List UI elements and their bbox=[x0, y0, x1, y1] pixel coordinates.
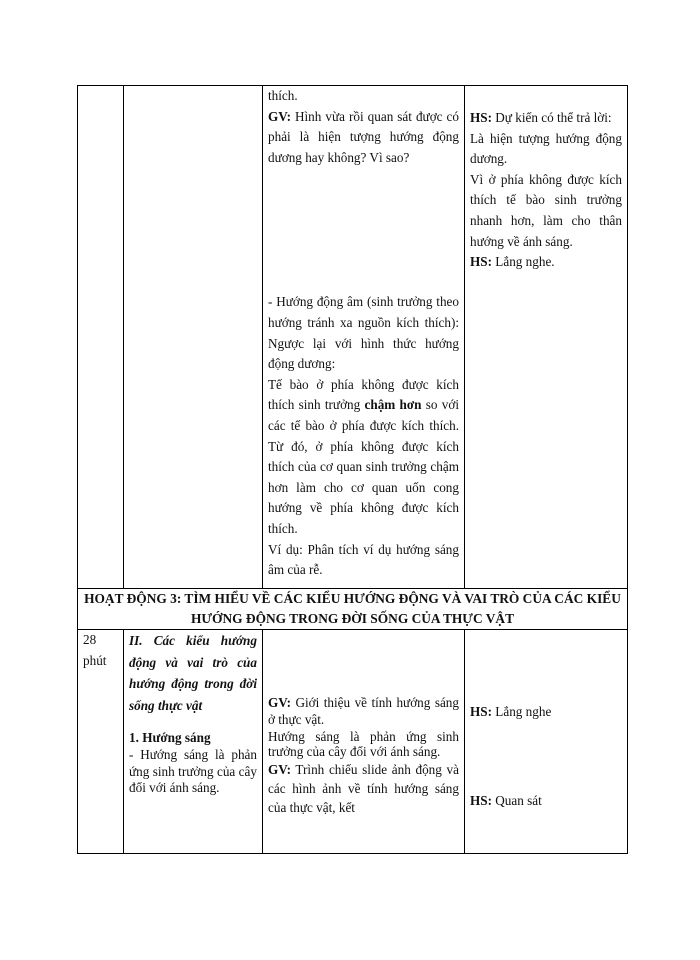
negative-tropism-intro: - Hướng động âm (sinh trưởng theo hướng tránh xa nguồn kích thích): Ngược lại với hình thức hướng động dương: bbox=[268, 294, 459, 372]
gv-text: Giới thiệu về tính hướng sáng ở thực vật. bbox=[268, 695, 459, 727]
time-cell: 28 phút bbox=[78, 630, 124, 854]
student-listen bbox=[470, 702, 622, 723]
student-answer bbox=[470, 108, 622, 129]
hs-text: Quan sát bbox=[495, 792, 542, 808]
gv-label: GV: bbox=[268, 108, 291, 124]
student-observe bbox=[470, 791, 622, 812]
student-answer-line: Là hiện tượng hướng động dương. bbox=[470, 130, 622, 167]
content-cell bbox=[124, 630, 263, 854]
hs-label: HS: bbox=[470, 792, 492, 808]
student-activity-cell bbox=[465, 86, 628, 589]
student-listen bbox=[470, 252, 622, 273]
definition-text: Hướng sáng là phản ứng sinh trưởng của cây đối với ánh sáng. bbox=[268, 729, 459, 759]
section-title: II. Các kiểu hướng động và vai trò của hướng động trong đời sống thực vật bbox=[129, 633, 257, 713]
example-text: Ví dụ: Phân tích ví dụ hướng sáng âm của rễ. bbox=[268, 541, 459, 578]
subsection-title: 1. Hướng sáng bbox=[129, 730, 211, 745]
teacher-activity-cell bbox=[263, 630, 465, 854]
negative-tropism-explanation bbox=[268, 375, 459, 540]
explanation-part-1: Tế bào ở phía không được kích thích sinh trưởng bbox=[268, 376, 459, 413]
gv-label: GV: bbox=[268, 695, 291, 710]
time-cell bbox=[78, 86, 124, 589]
student-answer-line: Vì ở phía không được kích thích tế bào sinh trưởng nhanh hơn, làm cho thân hướng về ánh sáng. bbox=[470, 171, 622, 249]
teacher-slides bbox=[268, 760, 459, 817]
continued-text: thích. bbox=[268, 88, 298, 103]
hs-text: Dự kiến có thể trả lời: bbox=[495, 110, 612, 125]
teacher-activity-cell bbox=[263, 86, 465, 589]
hs-label: HS: bbox=[470, 110, 492, 125]
explanation-part-2: so với các tế bào ở phía được kích thích. Từ đó, ở phía không được kích thích của cơ quan sinh trưởng chậm hơn làm cho cơ quan uốn cong hướng về phía không được kích thích. bbox=[268, 397, 459, 536]
explanation-bold: chậm hơn bbox=[364, 397, 422, 413]
activity-heading: HOẠT ĐỘNG 3: TÌM HIỂU VỀ CÁC KIỂU HƯỚNG ĐỘNG VÀ VAI TRÒ CỦA CÁC KIỂU HƯỚNG ĐỘNG TRONG ĐỜI SỐNG CỦA THỰC VẬT bbox=[78, 589, 628, 630]
table-row bbox=[78, 86, 628, 589]
teacher-question bbox=[268, 107, 459, 169]
hs-label: HS: bbox=[470, 704, 492, 719]
content-cell bbox=[124, 86, 263, 589]
student-activity-cell bbox=[465, 630, 628, 854]
table-row bbox=[78, 589, 628, 630]
lesson-plan-table bbox=[77, 85, 628, 854]
table-row bbox=[78, 630, 628, 854]
hs-text: Lắng nghe. bbox=[495, 254, 555, 270]
gv-text: Hình vừa rồi quan sát được có phải là hiện tượng hướng động dương hay không? Vì sao? bbox=[268, 108, 459, 165]
subsection-text: - Hướng sáng là phản ứng sinh trưởng của cây đối với ánh sáng. bbox=[129, 747, 257, 795]
gv-text: Trình chiếu slide ảnh động và các hình ảnh về tính hướng sáng của thực vật, kết bbox=[268, 762, 459, 815]
hs-text: Lắng nghe bbox=[495, 704, 552, 719]
hs-label: HS: bbox=[470, 254, 492, 270]
teacher-intro bbox=[268, 695, 459, 728]
gv-label: GV: bbox=[268, 762, 291, 777]
